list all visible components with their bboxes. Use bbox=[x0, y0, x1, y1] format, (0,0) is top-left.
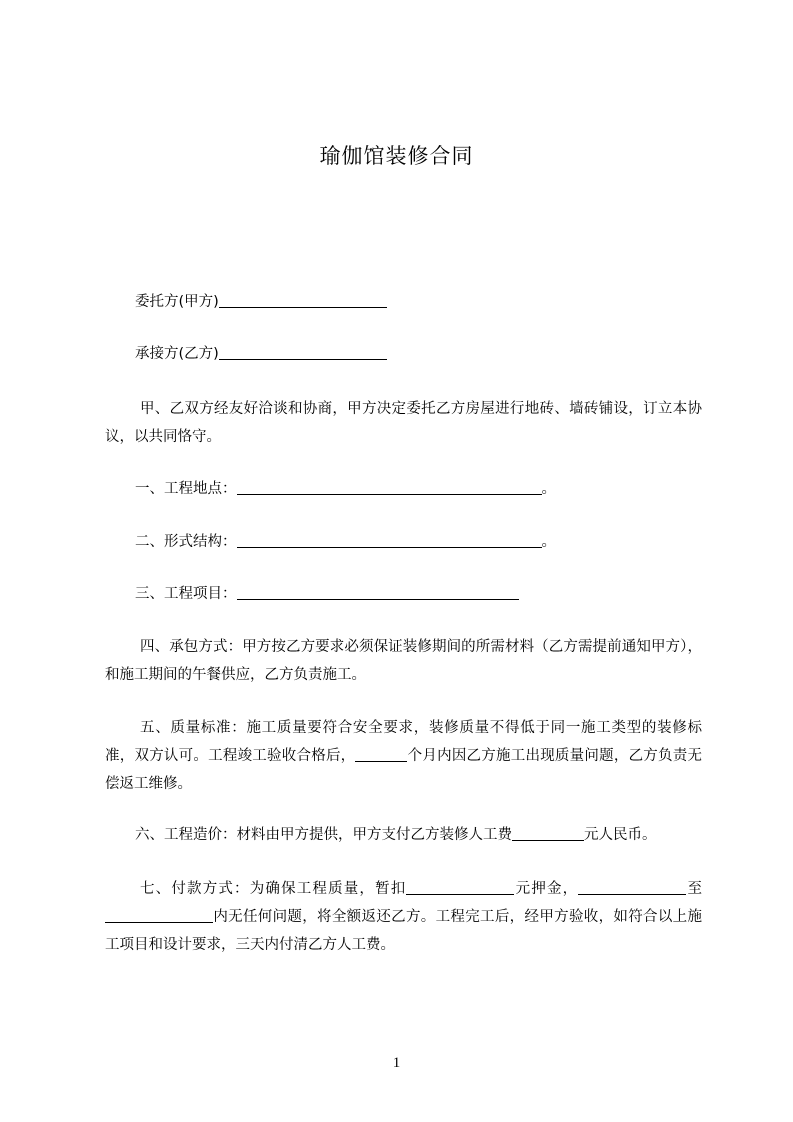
clause-3-line bbox=[135, 580, 735, 608]
clause-2-end: 。 bbox=[541, 534, 556, 550]
clause-5-text-2: 个月内因乙方施工出现质量问题，乙方负责无偿返工维修。 bbox=[105, 748, 702, 792]
clause-1-blank[interactable] bbox=[237, 493, 542, 495]
clause-6-amount-blank[interactable] bbox=[512, 839, 584, 841]
party-b-blank[interactable] bbox=[219, 358, 387, 360]
clause-5-months-blank[interactable] bbox=[355, 760, 407, 762]
document-title: 瑜伽馆装修合同 bbox=[319, 144, 474, 168]
clause-7-deposit-blank[interactable] bbox=[406, 893, 514, 895]
party-b-label: 承接方(乙方) bbox=[135, 346, 219, 362]
clause-7-text-1: 七、付款方式：为确保工程质量，暂扣 bbox=[140, 881, 407, 897]
clause-3-label: 三、工程项目： bbox=[135, 586, 237, 602]
clause-1-end: 。 bbox=[541, 481, 556, 497]
clause-1-line bbox=[135, 475, 735, 503]
clause-7-end-date-blank[interactable] bbox=[105, 921, 213, 923]
clause-6-text-2: 元人民币。 bbox=[584, 827, 657, 843]
clause-7-text-3: 至 bbox=[686, 881, 703, 897]
clause-1-label: 一、工程地点： bbox=[135, 481, 237, 497]
party-b-line bbox=[135, 340, 735, 368]
clause-2-label: 二、形式结构： bbox=[135, 534, 237, 550]
clause-7-start-date-blank[interactable] bbox=[578, 893, 686, 895]
clause-5-text-1: 五、质量标准：施工质量要符合安全要求，装修质量不得低于同一施工类型的装修标准，双方认可。工程竣工验收合格后， bbox=[105, 720, 702, 764]
clause-7-text-4: 内无任何问题，将全额返还乙方。工程完工后，经甲方验收，如符合以上施工项目和设计要求，三天内付清乙方人工费。 bbox=[105, 909, 702, 953]
intro-paragraph: 甲、乙双方经友好洽谈和协商，甲方决定委托乙方房屋进行地砖、墙砖铺设，订立本协议，以共同恪守。 bbox=[105, 401, 702, 445]
party-a-line bbox=[135, 288, 735, 316]
clause-2-blank[interactable] bbox=[237, 546, 542, 548]
party-a-label: 委托方(甲方) bbox=[135, 294, 219, 310]
clause-7-paragraph bbox=[105, 875, 702, 959]
clause-5-paragraph bbox=[105, 714, 702, 798]
clause-3-blank[interactable] bbox=[237, 598, 519, 600]
party-a-blank[interactable] bbox=[219, 306, 387, 308]
clause-6-line bbox=[135, 821, 735, 849]
clause-6-text-1: 六、工程造价：材料由甲方提供，甲方支付乙方装修人工费 bbox=[135, 827, 512, 843]
clause-7-text-2: 元押金， bbox=[514, 881, 579, 897]
clause-4-paragraph: 四、承包方式：甲方按乙方要求必须保证装修期间的所需材料（乙方需提前通知甲方），和施工期间的午餐供应，乙方负责施工。 bbox=[105, 639, 702, 683]
page-number: 1 bbox=[392, 1055, 401, 1071]
clause-2-line bbox=[135, 528, 735, 556]
